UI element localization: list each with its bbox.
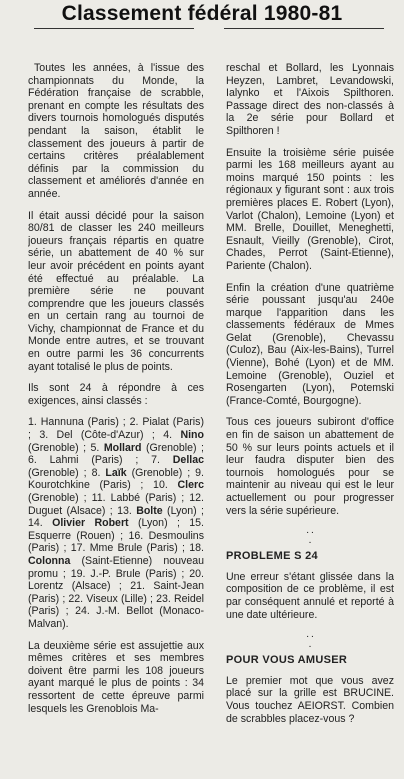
ranked-player: Mollard (103, 441, 142, 454)
ranked-player: Nino (180, 429, 204, 442)
amuse-heading: POUR VOUS AMUSER (226, 654, 348, 667)
ranked-player: Laïk (105, 466, 127, 479)
dots-ornament: . . . (306, 525, 314, 547)
series-paragraph: Il était aussi décidé pour la saison 80/81 de classer les 240 meilleurs joueurs français répartis en quatre série, un abattement de 40 % sur leur avoir précédent en points ayant été effectué au préalable. La première série ne pouvant comprendre que les joueurs classés en un certain rang au tournoi de Vichy, championnat de France et du Monde entre autres, et se trouvant en outre parmi les 36 concurrents ayant totalisé le plus de points. (28, 209, 204, 373)
ranked-player: Olivier Robert (52, 517, 129, 530)
amuse-paragraph: Le premier mot que vous avez placé sur la grille est BRUCINE. Vous touchez AEIORST. Combien de scrabbles placez-vous ? (226, 674, 394, 725)
intro-paragraph: Toutes les années, à l'issue des championnats du Monde, la Fédération française de scrabble, prenant en compte les résultats des divers tournois homologués disputés pendant la saison, établit le classement des joueurs à partir de certains critères préalablement définis par la commission du classement et améliorés d'année en année. (28, 62, 204, 200)
fourth-series-paragraph: Enfin la création d'une quatrième série poussant jusqu'au 240e marque l'apparition dans les classements fédéraux de Mmes Gelat (Grenoble), Chevassu (Culoz), Bau (Aix-les-Bains), Turrel (Vienne), Bohé (Lyon) et de MM. Lemoine (Grenoble), Ouziel et Rosengarten (Lyon), Potemski (France-Comté, Bourgogne). (226, 281, 394, 407)
right-column (226, 62, 394, 773)
title-rule-right (224, 28, 384, 29)
article-title: Classement fédéral 1980-81 (61, 2, 343, 25)
ranked-player: Dellac (172, 454, 204, 467)
problem-heading: PROBLEME S 24 (226, 550, 318, 563)
ranked-player: Bolte (136, 504, 163, 517)
third-series-paragraph: Ensuite la troisième série puisée parmi les 168 meilleurs ayant au moins marqué 150 points : les régionaux y figurant sont : aux trois premières places E. Robert (Lyon), Varlot (Chalon), Lemoine (Lyon) et MM. Brelle, Douillet, Meneghetti, Esnault, Vieilly (Grenoble), Cirot, Chades, Perrot (Saint-Etienne), Pariente (Chalon). (226, 146, 394, 272)
left-column (28, 62, 204, 773)
count-paragraph: Ils sont 24 à répondre à ces exigences, ainsi classés : (28, 382, 204, 407)
problem-paragraph: Une erreur s'étant glissée dans la composition de ce problème, il est par conséquent annulé et reporté à une date ultérieure. (226, 570, 394, 621)
title-rule-left (34, 28, 194, 29)
ranking-list: 1. Hannuna (Paris) ; 2. Pialat (Paris) ; 3. Del (Côte-d'Azur) ; 4. Nino (Grenoble) ; 5. Mollard (Grenoble) ; 6. Lahmi (Paris) ; 7. Dellac (Grenoble) ; 8. Laïk (Grenoble) ; 9. Kourotchkine (Paris) ; 10. Clerc (Grenoble) ; 11. Labbé (Paris) ; 12. Duguet (Alsace) ; 13. Bolte (Lyon) ; 14. Olivier Robert (Lyon) ; 15. Esquerre (Rouen) ; 16. Desmoulins (Paris) ; 17. Mme Brule (Paris) ; 18. Colonna (Saint-Etienne) nouveau promu ; 19. J.-P. Brule (Paris) ; 20. Lorentz (Alsace) ; 21. Saint-Jean (Paris) ; 22. Viseux (Lille) ; 23. Reidel (Paris) ; 24. J.-M. Bellot (Monaco-Malvan). (28, 416, 204, 630)
second-series-paragraph: La deuxième série est assujettie aux mêmes critères et ses membres doivent être parmi les 108 joueurs ayant marqué le plus de points : 34 ressortent de cette épreuve parmi lesquels les Grenoblois Ma- (28, 639, 204, 715)
ranked-player: Colonna (28, 554, 71, 567)
abatement-paragraph: Tous ces joueurs subiront d'office en fin de saison un abattement de 50 % sur leurs points actuels et il leur faudra disputer bien des tournois homologués pour se maintenir au niveau qui est le leur actuellement ou pour progresser vers la série supérieure. (226, 416, 394, 517)
ranked-player: Clerc (177, 479, 204, 492)
second-series-continued: reschal et Bollard, les Lyonnais Heyzen, Lambret, Levandowski, Ialynko et l'Aixois Spilthoren. Passage direct des non-classés à la 2e série pour Bollard et Spilthoren ! (226, 62, 394, 137)
dots-ornament: . . . (306, 629, 314, 651)
